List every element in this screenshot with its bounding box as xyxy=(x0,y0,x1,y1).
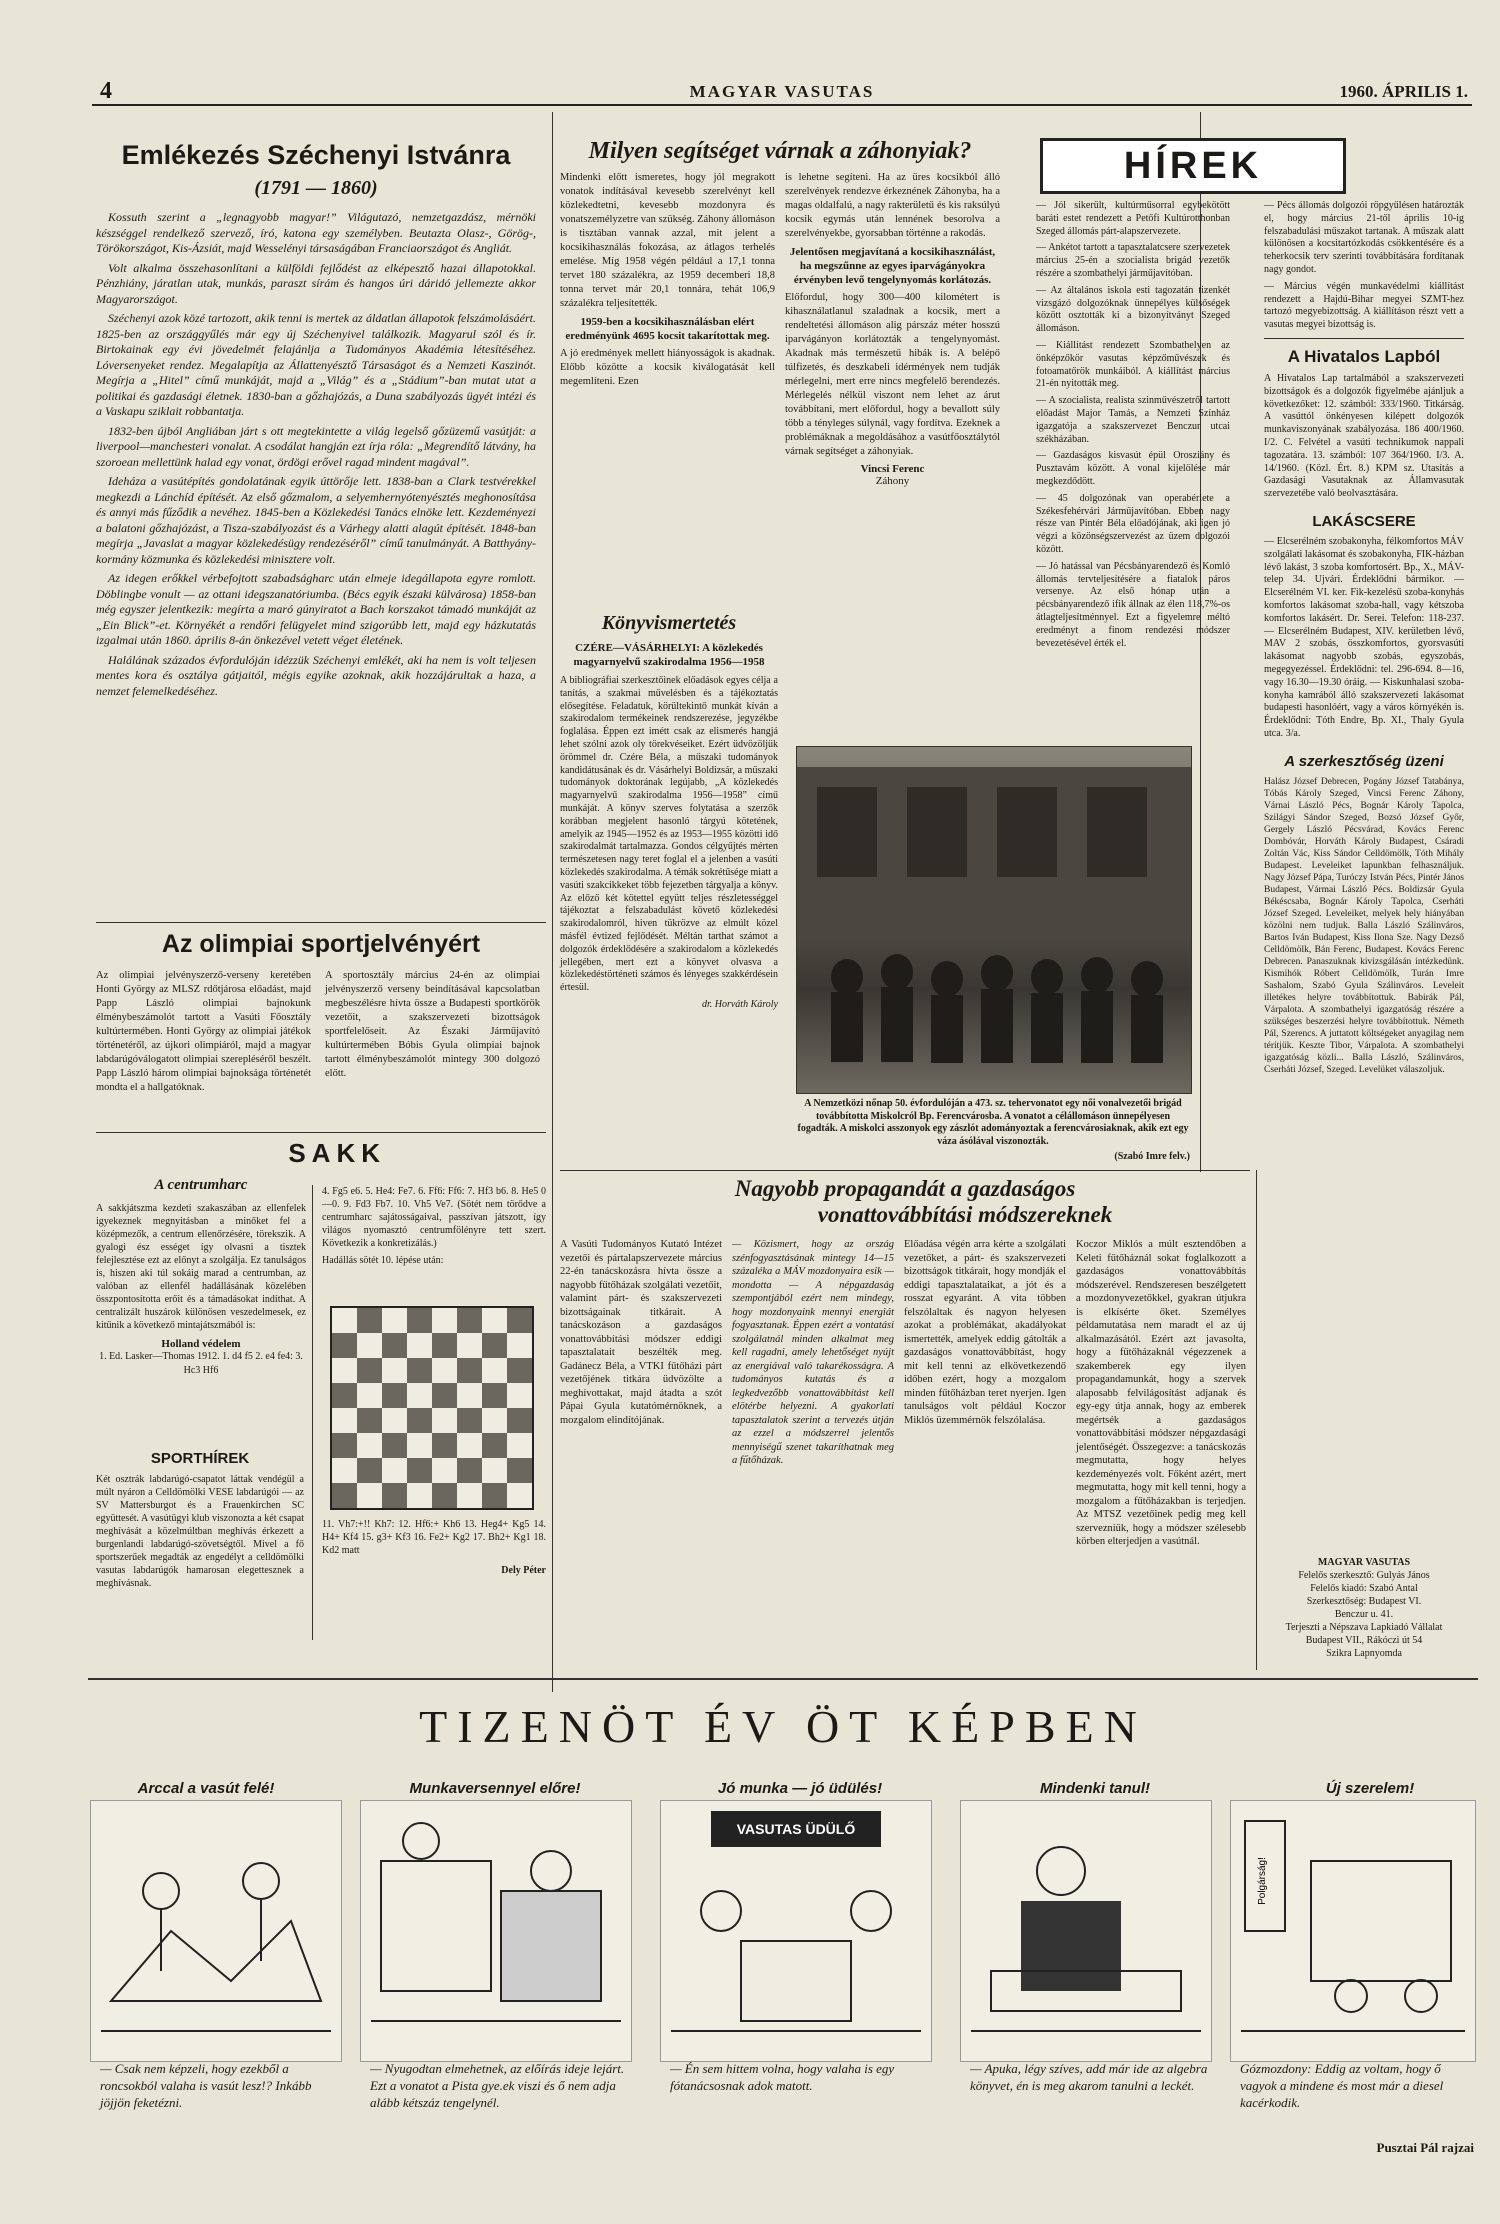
sakk-text: A sakkjátszma kezdeti szakaszában az ellenfelek igyekeznek megnyitásban a minőket fel a középmezők, a centrum ellenőrzésére, törekszik. A gyalogi ész ességet így olvasni a tisztek felejlesztése ezt az előnyt a szolgálja. Ez tanulságos is, hiszen aki túl sokáig marad a centrumban, az valóban az ellenfél hadállásának közelében összpontosította erőit és a támadásokat indíthat. A centralizált huszárok különösen veszedelmesek, ez kitűnik a következő mintajátszmából is: xyxy=(96,1203,306,1331)
cartoons-title: TIZENÖT ÉV ÖT KÉPBEN xyxy=(419,1701,1147,1752)
zahony-author: Vincsi Ferenc xyxy=(860,463,925,475)
cartoon-drawing xyxy=(661,1801,931,2061)
cartoon-drawing xyxy=(361,1801,631,2061)
konyv-author: dr. Horváth Károly xyxy=(701,998,778,1010)
page-header xyxy=(92,78,1472,106)
olimpia-title: Az olimpiai sportjelvényért xyxy=(161,930,481,958)
konyv-title: Könyvismertetés xyxy=(601,612,737,634)
section-rule xyxy=(1264,338,1464,339)
olimpia-col-2: A sportosztály március 24-én az olimpiai jelvényszerző verseny beindításával kapcsolatban megbeszélésre hívta össze a Budapesti sportkörök vezetőit, a szakszervezeti bizottságok sportfelelőseit. Az Északi Járműjavító kultúrtermében Bóbis Gyula olimpiai bajnok tartott élménybeszámolót mintegy 300 dolgozó előtt. xyxy=(325,970,540,1079)
cartoon-title: Arccal a vasút felé! xyxy=(137,1780,275,1797)
chess-diagram xyxy=(330,1306,534,1510)
olimpia-col-1: Az olimpiai jelvényszerző-verseny keretében Honti György az MLSZ rdőtjárosa előadást, majd Papp László olimpiai bajnokunk élménybeszámolót tartott a Vasúti Főosztály kultúrtermében. Honti György az olimpiai játékok történetéről, az újkori olimpiáról, majd a magyar labdarúgóválogatott olimpiai szerepléséről beszélt. Papp László három olimpiai bajnoksága történetét mondta el a hallgatóknak. xyxy=(96,970,311,1093)
cartoon-drawing xyxy=(1231,1801,1475,2061)
impressum-line: Benczur u. 41. xyxy=(1334,1609,1394,1620)
cartoon-author: Pusztai Pál rajzai xyxy=(1376,2140,1474,2155)
uzenet-title: A szerkesztőség üzeni xyxy=(1284,752,1444,770)
szechenyi-years: (1791 — 1860) xyxy=(254,177,378,199)
szechenyi-paragraph: Ideháza a vasútépítés gondolatának egyik úttörője lett. 1838-ban a Clark testvérekkel megkezdi a Lánchíd építését. Az első gőzmalom, a selyemhernyótenyésztés meghonosítása és annyi más fűződik a nevéhez. 1845-ben a Közlekedési Tanács elnöke lett. Kezdeményezi a balatoni gőzhajózást, a Tisza-szabályozást és a Várhegy alatti alagút építését. 1848-ban megírja „Javaslat a magyar közlekedésügy rendezéséről” című tanulmányát. A Batthyány-kormány közmunka és közlekedési minisztere volt. xyxy=(96,474,536,566)
propaganda-col-3: Előadása végén arra kérte a szolgálati vezetőket, a párt- és szakszervezeti bizottságok titkárait, hogy mondják el eddigi tapasztalataikat, a jót és a rosszat egyaránt. A vita többen felszólaltak és nagyon helyesen azokat a problémákat, akadályokat ismertették, amelyek eddig gátolták a gazdaságos vonattovábbítást, hogy mit kell tenni az elkövetkezendő időben ezért, hogy a mozgalom minden fűtőházban teret nyerjen. Igen tanulságos volt például Koczor Miklós üzemmérnök felszólalása. xyxy=(904,1239,1066,1426)
sporthirek-text: Két osztrák labdarúgó-csapatot láttak vendégül a múlt nyáron a Celldömölki VESE labdarúgói — az SV Mattersburgot és a Frauenkirchen SC együttesét. A vasútügyi klub viszonozta a két csapat meghívását a közelmúltban meghívás érkezett a burgenlandi labdarúgó-szövetségtől. Mivel a fő sportszerűek megadták az engedélyt a celldömölki vasutas labdarúgók hamarosan elegettesznek a meghívásnak. xyxy=(96,1474,304,1589)
szechenyi-paragraph: Halálának százados évfordulóján idézzük Széchenyi emlékét, aki ha nem is volt teljesen mentes kora és osztálya gátjaitól, mégis egyike azoknak, akik hozzájárultak a haza, a nemzet felemelkedéséhez. xyxy=(96,652,536,698)
photo-caption: A Nemzetközi nőnap 50. évfordulóján a 473. sz. tehervonatot egy női vonalvezetői brigád továbbította Miskolcról Bp. Ferencvárosba. A vonatot a célállomáson ünnepélyesen fogadták. A miskolci asszonyok egy zászlót adományoztak a ferencvárosiaknak, akik ezt egy váza ásólával viszonozták. xyxy=(797,1098,1189,1147)
cartoon-title: Jó munka — jó üdülés! xyxy=(717,1780,883,1797)
section-rule xyxy=(560,1170,1250,1171)
konyv-subtitle: CZÉRE—VÁSÁRHELYI: A közlekedés magyarnyelvű szakirodalma 1956—1958 xyxy=(573,642,765,668)
konyv-article xyxy=(560,612,778,1010)
zahony-col-2b: Előfordul, hogy 300—400 kilométert is kihasználatlanul szaladnak a kocsik, mert a rendeltetési állomáson alig párszáz méter hosszú iparvágányon korlátozták a tengelynyomást. Akadnak más természetű hibák is. A belépő túlfizetés, és deszkabeli idérmények nem tudják mérlegelni, mert erre nincs megfelelő berendezés. Mérlegelés nélkül viszont nem lehet az árut továbbítani, mert előfordul, hogy a bevallott súly több a tényleges súlynál, vagy fordítva. Ezeknek a problémáknak a megoldásához a vasútfőosztálytól várnak segítséget a záhonyiak. xyxy=(785,292,1000,457)
zahony-highlight-1: 1959-ben a kocsikihasználásban elért eredményünk 4695 kocsit takarítottak meg. xyxy=(565,316,770,342)
propaganda-title-2: vonattovábbítási módszereknek xyxy=(817,1202,1113,1227)
zahony-article xyxy=(560,138,1000,487)
sporthirek-title: SPORTHÍREK xyxy=(150,1450,250,1467)
hirek-col-1 xyxy=(1036,200,1230,654)
newspaper-title: MAGYAR VASUTAS xyxy=(689,82,875,101)
sakk-moves: 1. Ed. Lasker—Thomas 1912. 1. d4 f5 2. e4 fe4: 3. Hc3 Hf6 xyxy=(99,1351,303,1376)
impressum-line: Budapest VII., Rákóczi út 54 xyxy=(1305,1635,1423,1646)
news-item: — Jól sikerült, kultúrműsorral egybekötött baráti estet rendezett a Petőfi Kultúrotthonban Szeged állomás párt-alapszervezete. xyxy=(1036,200,1230,237)
impressum-line: Szerkesztőség: Budapest VI. xyxy=(1306,1596,1422,1607)
cartoon-panel-5 xyxy=(1230,1800,1476,2062)
impressum-line: Terjeszti a Népszava Lapkiadó Vállalat xyxy=(1285,1622,1443,1633)
zahony-col-1b: A jó eredmények mellett hiányosságok is akadnak. Előbb közötte a kocsik kiválogatását kell megemlíteni. Ezen xyxy=(560,348,775,387)
propaganda-col-2: — Közismert, hogy az ország szénfogyasztásának mintegy 14—15 százaléka a MÁV mozdonyaira esik — mondotta — A népgazdaság szempontjából ezért nem mindegy, hogy mozdonyaink mennyi energiát fogyasztanak. Éppen ezért a vontatási szolgálatnál minden alkalmat meg kell ragadni, amely lehetőséget nyújt az energiával való takarékosságra. A tudományos kutatás és a legkedvezőbb vonattovábbítást kell elötérbe helyezni. A gyakorlati tapasztalatok szerint a tervezés útján az ezzel a módszerrel jelentős mennyiségű szenet takaríthatnak meg a fűtőházak. xyxy=(732,1239,894,1466)
section-rule xyxy=(96,922,546,923)
impressum-line: Szikra Lapnyomda xyxy=(1326,1648,1402,1659)
column-rule xyxy=(312,1185,313,1640)
sakk-solution xyxy=(322,1518,546,1576)
cartoon-caption: — Én sem hittem volna, hogy valaha is egy fótanácsosnak adok matott. xyxy=(670,2061,895,2093)
szechenyi-paragraph: 1832-ben újból Angliában járt s ott megtekintette a világ legelső gőzüzemű vasútját: a liverpool—manchesteri vonalat. A csodálat hangján ezt írja róla: „Megrendítő látvány, ha szoroean mellettünk halad egy vonat, ördögi erővel ragad mindent magával”. xyxy=(96,423,536,469)
cartoon-drawing xyxy=(961,1801,1211,2061)
column-rule xyxy=(552,112,553,1692)
cartoon-panel-1 xyxy=(90,1800,342,2062)
cartoon-title: Mindenki tanul! xyxy=(1040,1780,1150,1797)
news-item: — Március végén munkavédelmi kiállítást rendezett a Hajdú-Bihar megyei SZMT-hez tartozó megyebizottság. A kiállításon részt vett a vasutas megyei bizottság is. xyxy=(1264,280,1464,331)
sakk-moves-3: 11. Vh7:+!! Kh7: 12. Hf6:+ Kh6 13. Heg4+ Kg5 14. H4+ Kf4 15. g3+ Kf3 16. Fe2+ Kg2 17. Bh2+ Kg1 18. Kd2 matt xyxy=(322,1519,546,1556)
sakk-author: Dely Péter xyxy=(501,1565,546,1576)
propaganda-col-4: Koczor Miklós a múlt esztendőben a Keleti fűtőháznál sokat foglalkozott a gazdaságos vonattovábbítás módszerével. Rendszeresen beszélgetett a mozdonyvezetőkkel, gyakran útjukra is elkísérte őket. Személyes példamutatása nem maradt el az új alkalmazásától. Ezért azt javasolta, hogy a fűtőházaknál végezzenek a szakemberek egy ilyen propagandamunkát, hogy a szervek alaposabb felvilágosítást adjanak és egy-egy útja annak, hogy az emberek megértsék a gazdaságos vonattovábbítási módszer népgazdasági jelentőségét. Összegezve: a tanácskozás megmutatta, hogy helyes kezdeményezés volt. Főként azért, mert megmutatta, hogy mit kell tenni, hogy a mozgalom a fűtőházakban is terjedjen. Az MTSZ vezetőinek pedig meg kell szervezniük, hogy a módszer szélesebb körben elterjedjen a vasútnál. xyxy=(1076,1239,1246,1547)
impressum-line: Felelős szerkesztő: Gulyás János xyxy=(1298,1570,1430,1581)
zahony-col-2: is lehetne segíteni. Ha az üres kocsikból álló szerelvények rendezve érkeznének Záhonyba, ha a magas oldalfalú, a nagy rakterületű és kis raksúlyú kocsik egymás után lennének besorolva a szerelvényekbe, gyorsabban történne a rakodás. xyxy=(785,172,1000,239)
cartoon-title: Új szerelem! xyxy=(1325,1780,1415,1797)
cartoon-panel-2 xyxy=(360,1800,632,2062)
sakk-subtitle: A centrumharc xyxy=(154,1177,248,1193)
cartoon-title: Munkaversennyel előre! xyxy=(409,1780,581,1797)
szechenyi-paragraph: Kossuth szerint a „legnagyobb magyar!” Világutazó, nemzetgazdász, mérnöki készséggel rendelkező szervező, író, katona egy személyben. Beutazta Olasz-, Görög-, Törökországot, Kis-Ázsiát, majd Wesselényi társaságában Franciaországot és Angliát. xyxy=(96,210,536,255)
hivatalos-title: A Hivatalos Lapból xyxy=(1287,346,1441,366)
news-item: — Gazdaságos kisvasút épül Orosziány és Pusztavám között. A vonal kijelölése már megkezdődött. xyxy=(1036,450,1230,487)
zahony-highlight-2: Jelentősen megjavítaná a kocsikihasználást, ha megszűnne az egyes iparvágányokra érvényben levő tengelynyomás korlátozás. xyxy=(789,246,996,286)
photo-scene xyxy=(797,747,1191,1093)
cartoon-caption: — Apuka, légy szíves, add már ide az algebra könyvet, én is meg akarom tanulni a leckét. xyxy=(970,2061,1208,2093)
sakk-moves-block xyxy=(322,1185,546,1268)
holiday-home-sign: VASUTAS ÜDÜLŐ xyxy=(736,1821,856,1837)
photo-women-train-crew xyxy=(796,746,1192,1094)
impressum-title: MAGYAR VASUTAS xyxy=(1317,1557,1411,1568)
hirek-logo: HÍREK xyxy=(1040,138,1346,194)
propaganda-article xyxy=(560,1176,1250,1549)
sakk-title: SAKK xyxy=(288,1138,386,1168)
szechenyi-body xyxy=(96,210,536,699)
zahony-place: Záhony xyxy=(875,475,910,487)
lakascsere-title: LAKÁSCSERE xyxy=(1312,512,1416,530)
impressum xyxy=(1264,1556,1464,1660)
issue-date: 1960. ÁPRILIS 1. xyxy=(1339,82,1468,101)
propaganda-title-1: Nagyobb propagandát a gazdaságos xyxy=(734,1176,1076,1201)
cartoon-caption: — Nyugodtan elmehetnek, az előírás ideje lejárt. Ezt a vonatot a Pista gye.ek viszi és ő nem adja alább kétszáz tengelynél. xyxy=(370,2061,625,2110)
news-item: — A szocialista, realista szinművészetről tartott előadást Major Tamás, a Nemzeti Színház igazgatója a szakszervezet Benczur utcai székházában. xyxy=(1036,395,1230,445)
lakascsere-text: — Elcserélném szobakonyha, félkomfortos MÁV szolgálati lakásomat és szobakonyha, FIK-házban lévő lakást, 3 szoba komfortosért. Bp., X., MÁV-telep 34. Ujvári. Érdeklődni bármikor. — Elcserélném VI. ker. Fik-kezelésű szoba-konyhás komfortos lakásomat szoba-hall, vagy kétszoba komfortos lakásért. Dr. Serei. Telefon: 118-237. — Elcserélném Budapest, XIV. kerületben lévő, MAV 2 szobás, összkomfortos, gyorsvasúti lakásomat nagyobb szobás, egyszobás, megegyezéssel. Érdeklődni: tel. 296-694. 8—16, vagy 16.30—19.30 óráig. — Kiskunhalasi szoba-konyha kamrából álló szakszervezeti lakásomat budapesti hasonlóért, vagy a város környékén is. Érdeklődni: Tóth Endre, Bp. XI., Thaly Gyula utca. 3/a. xyxy=(1264,535,1464,739)
cartoon-caption: Gózmozdony: Eddig az voltam, hogy ő vagyok a mindene és most már a diesel kacérkodik. xyxy=(1240,2061,1444,2110)
zahony-title: Milyen segítséget várnak a záhonyiak? xyxy=(588,138,972,164)
hirek-col-2 xyxy=(1264,200,1464,1076)
photo-credit: (Szabó Imre felv.) xyxy=(1114,1151,1190,1162)
cartoon-drawing xyxy=(91,1801,341,2061)
news-item: — Az általános iskola esti tagozatán tizenkét vizsgázó dolgozóknak ünnepélyes külsőségek között osztották ki a bizonyítványt Szeged állomáson. xyxy=(1036,284,1230,335)
news-item: — Ankétot tartott a tapasztalatcsere szervezetek március 25-én a szocialista brigád vezetők részére a szombathelyi járműjavítóban. xyxy=(1036,242,1230,279)
news-item: — Pécs állomás dolgozói röpgyűlésen határozták el, hogy március 21-től április 10-ig felszabadulási műszakot tartanak. A műszak alatt különösen a kocsitartózkodás csökkentésére és a teherkocsik terv szerinti továbbítására fordítanak nagy gondot. xyxy=(1264,200,1464,275)
szechenyi-paragraph: Széchenyi azok közé tartozott, akik tenni is mertek az áldatlan állapotok felszámolásáért. 1825-ben az országgyűlés már egy új Széchenyivel találkozik. Magyarul szól és ír. Birtokainak egy évi jövedelmét felajánlja a Tudományos Akadémia létesítéséhez. Lóversenyeket rendez. Megalapítja az Állattenyésztő Társaságot és a Nemzeti Kaszinót. Megírja a „Hitel” című munkáját, majd a „Világ” és a „Stádium”-ban mutat utat a politikai és gazdasági életnek. 1830-ban a gőzhajózás, a Duna szabályozás ügyét intézi és a Vaskapu sziklait robbantatja. xyxy=(96,311,536,418)
section-rule xyxy=(88,1678,1478,1680)
sakk-diagram-caption: Hadállás sötét 10. lépése után: xyxy=(322,1255,444,1266)
page-number: 4 xyxy=(100,78,112,104)
sakk-moves-2: 4. Fg5 e6. 5. He4: Fe7. 6. Ff6: Ff6: 7. Hf3 b6. 8. He5 0—0. 9. Fd3 Fb7. 10. Vh5 Ve7. (Sötét nem törődve a centrumharc sajátosságaival, passzívan játszott, így világos nyomasztó centrumfölényre tett szert. Következik a konkretizálás.) xyxy=(322,1186,546,1249)
szechenyi-title: Emlékezés Széchenyi Istvánra xyxy=(121,140,511,170)
cartoon-panel-3 xyxy=(660,1800,932,2062)
sporthirek-article xyxy=(96,1450,304,1590)
cartoon-panel-4 xyxy=(960,1800,1212,2062)
news-item: — 45 dolgozónak van operabérlete a Székesfehérvári Járműjavítóban. Ebben nagy része van Pintér Béla előadójának, aki igen jó végzi a közönségszervezést az üzem dolgozói között. xyxy=(1036,492,1230,555)
zahony-col-1: Mindenki előtt ismeretes, hogy jól megrakott vonatok indításával kevesebb szerelvényt kell közlekedtetni, kevesebb mozdonyra és vonatszemélyzetre van szükség. Záhony állomáson is tisztában vannak azzal, mit jelent a kocsikihasználás fokozása, az átlagos terhelés emelése. Míg 1958 végén például a 17,1 tonna tervet 180 százalékra, az 1959 decemberi 18,8 tonna tervet már 20,1 tonnára, tehát 106,9 százalékra teljesítették. xyxy=(560,172,775,309)
szechenyi-paragraph: Az idegen erőkkel vérbefojtott szabadságharc után elmeje idegállapota egyre romlott. Döblingbe vonult — az ottani idegszanatóriumba. (Bécs egyik északi külvárosa) 1858-ban még egyszer jelentkezik: megírta a maró gúnyiratot a Bach korszakot támadó munkáját az „Ein Blick”-et. Környékét a rendőri felügyelet mind szigorúbb lett, majd egy házkutatás izgalmai után 1860. április 8-án önkezével vetett véget életének. xyxy=(96,571,536,647)
sakk-game-heading: Holland védelem xyxy=(161,1338,241,1350)
propaganda-col-1: A Vasúti Tudományos Kutató Intézet vezetői és pártalapszervezete március 22-én tanácskozásra hívta össze a nagyobb fűtőházak szolgálati vezetőit, valamint párt- és szakszervezeti bizottságainak titkárait. A tanácskozáson a gazdaságos vonattovábbítási módszer eddigi tapasztalatait beszélték meg. Gadánecz Béla, a VTKI fűtőházi párt vezetőjének titkára üdvözölte a meghívottakat, majd átadta a szót Pápai Gyula kutatómérnöknek, a mozgalom elindítójának. xyxy=(560,1239,722,1426)
hivatalos-text: A Hivatalos Lap tartalmából a szakszervezeti bizottságok és a dolgozók figyelmébe ajánljuk a következőket: 12. számból: 333/1960. Titkárság. A vasúttól önkényesen kilépett dolgozók munkaviszonyának szabályozása. 186 400/1960. I/2. C. Felvétel a vasúti technikumok nappali tagozatára. 13. számból: 107 364/1960. I/3. A. 14/1960. (Közl. Ért. 8.) KPM sz. Utasítás a Gazdasági Vasutaknak az Államvasutak szervezetébe való beolvasztására. xyxy=(1264,372,1464,500)
uzenet-text: Halász József Debrecen, Pogány József Tatabánya, Tóbás Károly Szeged, Vincsi Ferenc Záhony, Várnai László Pécs, Bognár Károly Tapolca, Szilágyi Sándor Szeged, Bozsó József Győr, Gergely László Pécsvárad, Kovács Ferenc Dombóvár, Horváth Károly Budapest, Csáradi Zoltán Vác, Kiss Sándor Celldömölk, Tóth Mihály Budapest. Leveleiket lapunkban felhasználjuk. Nagy József Pápa, Turóczy István Pécs, Pintér János Budapest, Vármai László Pécs. Boldizsár Gyula Békéscsaba, Bognár Károly Tapolca, Cserháti József Szeged. Leveleiket, melyek hely hiányában közölni nem tudjuk. Balla László Szálinváros, Bartos Iván Budapest, Kiss Ilona Sze. Nagy Dezső Celldömölk, Bán Ferenc, Budapest. Kovács Ferenc Debrecen. Panaszuknak kivizsgálásán intézkedünk. Kismihók Róbert Celldömölk, Turán Imre Sashalom, Szabó Gyula Szálinváros. Leveleit illetékes helyre továbbítottuk. Babirák Pál, Várpalota. A szombathelyi igazgatóság részére a szükséges beszerzési helyre továbbítottuk. Németh Pál, Szerencs. A juttatott költségeket anyagilag nem térítjük. Keszte Tibor, Várpalota. A szombathelyi igazgatóság közli... Balla László, Szálinváros, Cserháti József, Szeged. Levelüket válaszoljuk. xyxy=(1264,776,1464,1075)
impressum-line: Felelős kiadó: Szabó Antal xyxy=(1310,1583,1418,1594)
olimpia-article xyxy=(96,930,546,1095)
szechenyi-paragraph: Volt alkalma összehasonlítani a külföldi fejlődést az elképesztő hazai állapotokkal. Pénzhiány, járatlan utak, munkás, paraszt sírám és hangos úri dáridó jellemezte akkor Magyarországot. xyxy=(96,260,536,306)
news-item: — Jó hatással van Pécsbányarendező és Komló állomás tervteljesítésére a fiatalok páros versenye. Az első hónap után a pécsbányarendező ifik állnak az élen 118,7%-os átlagteljesítménnyel. Ezt a figyelemre méltó eredményt a finom rendezési módszer bevezetésével érték el. xyxy=(1036,560,1230,649)
cartoon-caption: — Csak nem képzeli, hogy ezekből a roncsokból valaha is vasút lesz!? Inkább jöjjön feketézni. xyxy=(100,2061,312,2110)
column-rule xyxy=(1256,1170,1257,1670)
news-item: — Kiállítást rendezett Szombathelyen az önképzőkör vasutas képzőművészek és fotoamatőrök munkáiból. A kiállítást március 21-én nyitották meg. xyxy=(1036,339,1230,390)
cartoon-sign: Polgárság! xyxy=(1257,1857,1268,1905)
konyv-text: A bibliográfiai szerkesztőinek előadások egyes célja a tanítás, a szakmai művelésben és a tájékoztatás elősegítése. Feladatuk, körültekintő munkát kíván a szakirodalom termékeinek rendszerezése, jegyzékbe foglalása. Éppen ezt imétt csak az elismerés hangjá lehet szólni azok oly törekvéseiket. Ezért üdvözöljük örömmel dr. Czére Béla, a műszaki tudományok kandidátusának és dr. Vásárhelyi Boldizsár, a műszaki tudományok doktorának legújabb, „A közlekedés magyarnyelvű szakirodalma 1956—1958” című munkáját. A könyv szerves folytatása a szerzők korábban megjelent hasonló tárgyú kötetének, amelyik az 1945—1952 és az 1953—1955 közötti idő szakirodalmát tartalmazza. Gondos célgyűjtés mérten természetesen nagy teret foglal el a jelenben a vasúti közlekedés szakirodalma. A témák sokrétűsége miatt a vasúti szakcikkeket több fejezetben tárgyalja a könyv. Az előző két kötettel együtt teljes részletességgel tájékoztat a felszabadulást követő közlekedési szakirodalomról, hiven tükrözve az elmúlt közel másfél évtized fejlődését. Méltán tarthat számot a dolgozók érdeklődésére a szakirodalom a közlekedés jellegében, mert ezt a könyvet olvasva a közlekedéstörténeti számos és lényeges szakkérdésein értesül. xyxy=(560,675,778,994)
section-rule xyxy=(96,1132,546,1133)
szechenyi-article xyxy=(96,140,536,703)
